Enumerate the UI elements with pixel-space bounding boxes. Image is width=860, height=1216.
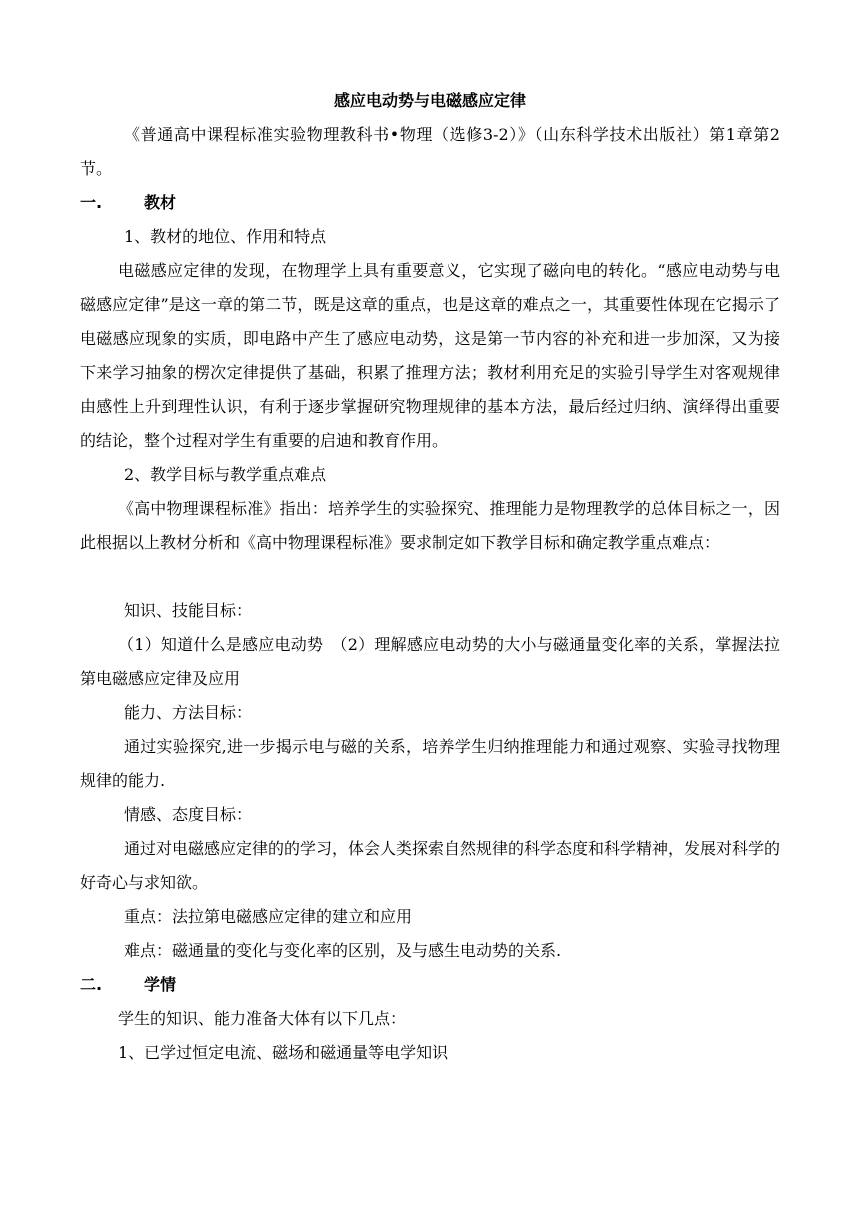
difficult-point: 难点：磁通量的变化与变化率的区别，及与感生电动势的关系.	[124, 941, 562, 960]
section-2-title: 学情	[144, 975, 177, 994]
student-item-1: 1、已学过恒定电流、磁场和磁通量等电学知识	[118, 1043, 449, 1062]
student-intro: 学生的知识、能力准备大体有以下几点：	[118, 1009, 407, 1028]
paragraph-curriculum-standard: 《高中物理课程标准》指出：培养学生的实验探究、推理能力是物理教学的总体目标之一，因此根据以上教材分析和《高中物理课程标准》要求制定如下教学目标和确定教学重点难点：	[80, 499, 780, 552]
ability-goal-text: 通过实验探究,进一步揭示电与磁的关系，培养学生归纳推理能力和通过观察、实验寻找物理规律的能力.	[80, 737, 780, 790]
document-title: 感应电动势与电磁感应定律	[333, 91, 526, 110]
subheading-teaching-goals: 2、教学目标与教学重点难点	[124, 465, 327, 484]
section-2-number: 二.	[80, 975, 103, 994]
ability-goal-label: 能力、方法目标：	[124, 703, 253, 722]
paragraph-textbook-analysis: 电磁感应定律的发现，在物理学上具有重要意义，它实现了磁向电的转化。“感应电动势与电磁感应定律”是这一章的第二节，既是这章的重点，也是这章的难点之一，其重要性体现在它揭示了电磁感应现象的实质，即电路中产生了感应电动势，这是第一节内容的补充和进一步加深，又为接下来学习抽象的楞次定律提供了基础，积累了推理方法；教材利用充足的实验引导学生对客观规律由感性上升到理性认识，有利于逐步掌握研究物理规律的基本方法，最后经过归纳、演绎得出重要的结论，整个过程对学生有重要的启迪和教育作用。	[80, 261, 780, 450]
section-2-heading	[80, 968, 176, 1002]
knowledge-goal-label: 知识、技能目标：	[124, 601, 253, 620]
section-1-number: 一.	[80, 193, 103, 212]
key-point: 重点：法拉第电磁感应定律的建立和应用	[124, 907, 413, 926]
source-line: 《普通高中课程标准实验物理教科书•物理（选修3-2）》（山东科学技术出版社）第1章第2节。	[80, 125, 780, 178]
emotion-goal-text: 通过对电磁感应定律的的学习，体会人类探索自然规律的科学态度和科学精神，发展对科学的好奇心与求知欲。	[80, 839, 781, 892]
knowledge-goal-text: （1）知道什么是感应电动势 （2）理解感应电动势的大小与磁通量变化率的关系，掌握法拉第电磁感应定律及应用	[80, 635, 780, 688]
subheading-position-role: 1、教材的地位、作用和特点	[124, 227, 327, 246]
section-1-title: 教材	[144, 193, 177, 212]
section-1-heading	[80, 186, 176, 220]
emotion-goal-label: 情感、态度目标：	[124, 805, 253, 824]
